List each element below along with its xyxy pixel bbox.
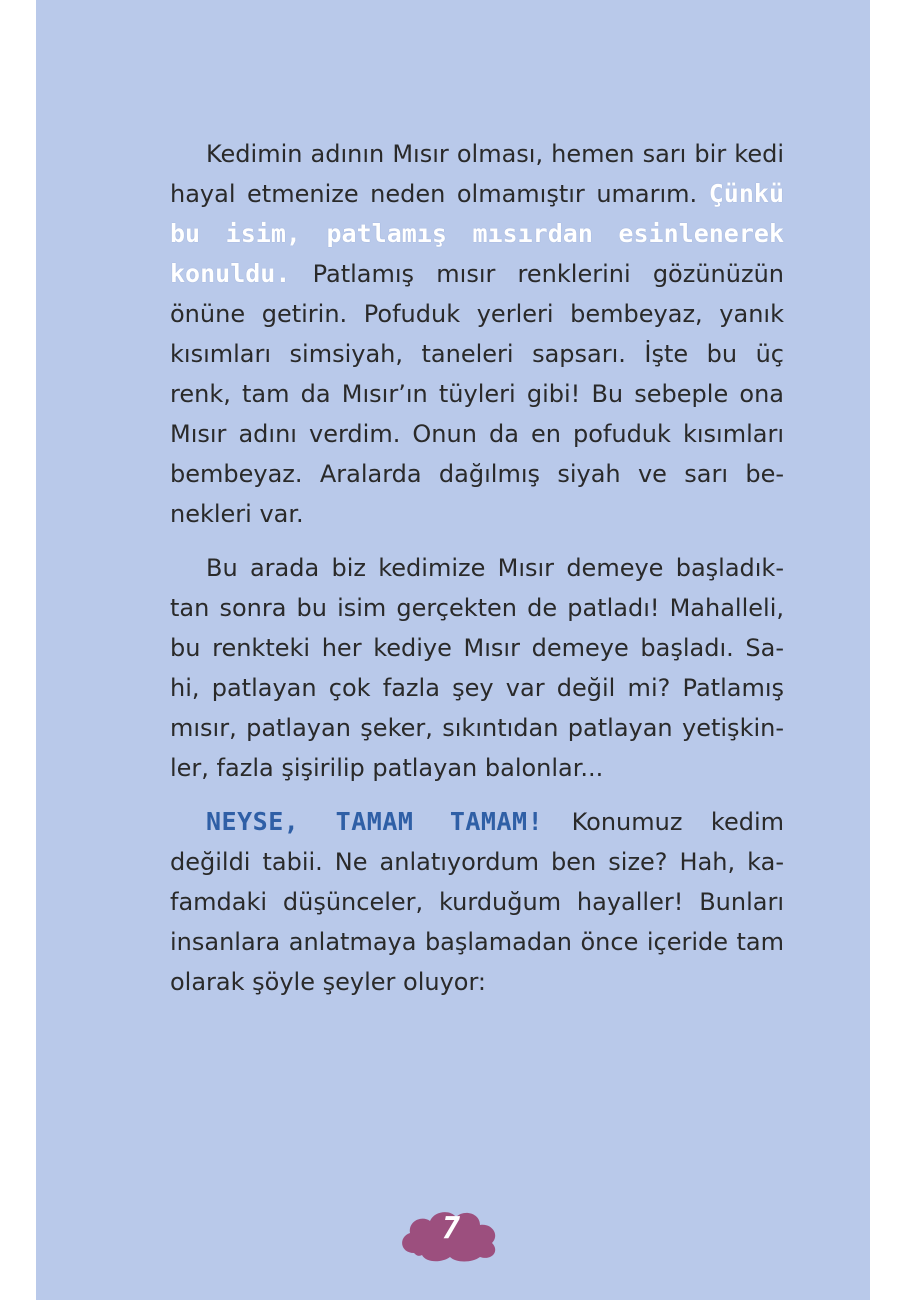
paragraph-3-rest: Konumuz kedim değildi tabii. Ne anlatıyordum ben size? Hah, ka-famdaki düşünceler, kurduğum hayaller! Bunları insanlara anlatmaya başlamadan önce içeride tam olarak şöyle şeyler oluyor: [170,808,784,996]
highlighted-sentence: Çünkü bu isim, patlamış mısırdan esinlenerek konuldu. [170,179,784,288]
book-page [36,0,870,1300]
page-number-badge [396,1205,506,1265]
paragraph-1-intro: Kedimin adının Mısır olması, hemen sarı bir kedi hayal etmenize neden olmamıştır umarım. [170,140,784,208]
paragraph-1 [170,134,784,534]
body-text [170,134,784,1016]
paragraph-1-rest: Patlamış mısır renklerini gözünüzün önüne getirin. Pofuduk yerleri bembeyaz, yanık kısımları simsiyah, taneleri sapsarı. İşte bu üç renk, tam da Mısır’ın tüyleri gibi! Bu sebeple ona Mısır adını verdim. Onun da en pofuduk kısımları bembeyaz. Aralarda dağılmış siyah ve sarı be-nekleri var. [170,260,784,528]
paragraph-3 [170,802,784,1002]
shout-phrase: NEYSE, TAMAM TAMAM! [206,807,544,836]
paragraph-2 [170,548,784,788]
page-number: 7 [441,1211,461,1246]
paragraph-2-text: Bu arada biz kedimize Mısır demeye başladık-tan sonra bu isim gerçekten de patladı! Mahalleli, bu renkteki her kediye Mısır demeye başladı. Sa-hi, patlayan çok fazla şey var değil mi? Patlamış mısır, patlayan şeker, sıkıntıdan patlayan yetişkin-ler, fazla şişirilip patlayan balonlar... [170,554,784,782]
